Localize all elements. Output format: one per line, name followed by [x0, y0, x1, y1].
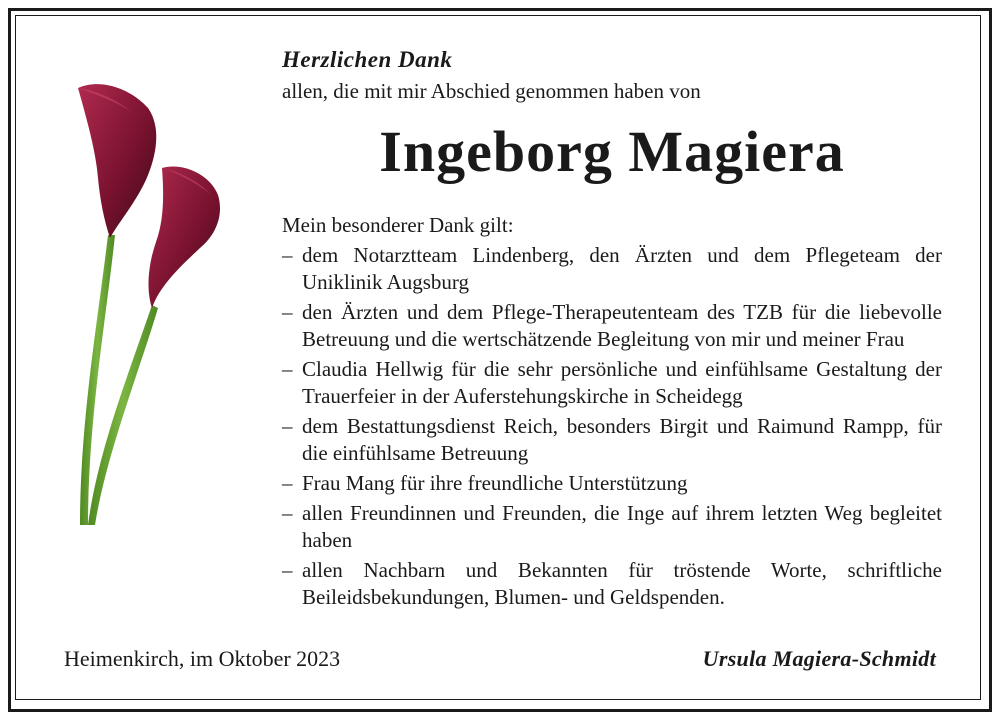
- right-flower: [149, 166, 220, 308]
- dash: –: [282, 471, 293, 495]
- dash: –: [282, 558, 293, 582]
- list-item-text: Frau Mang für ihre freundliche Unterstützung: [302, 471, 688, 495]
- list-item-text: allen Nachbarn und Bekannten für tröstende Worte, schriftliche Beileidsbekundungen, Blumen- und Geldspenden.: [302, 558, 942, 609]
- list-item: [282, 470, 942, 497]
- deceased-name: Ingeborg Magiera: [379, 119, 845, 184]
- intro-text: allen, die mit mir Abschied genommen haben von: [282, 79, 701, 103]
- list-item: [282, 242, 942, 296]
- dash: –: [282, 357, 293, 381]
- list-item: [282, 413, 942, 467]
- heading: Herzlichen Dank: [282, 47, 453, 72]
- list-item: [282, 356, 942, 410]
- list-item-text: dem Notarztteam Lindenberg, den Ärzten und dem Pflegeteam der Uniklinik Augsburg: [302, 243, 942, 294]
- dash: –: [282, 300, 293, 324]
- list-item-text: den Ärzten und dem Pflege-Therapeutenteam des TZB für die liebevolle Betreuung und die wertschätzende Begleitung von mir und meiner Frau: [302, 300, 942, 351]
- signature: Ursula Magiera-Schmidt: [702, 646, 936, 671]
- notice-body: [282, 44, 942, 614]
- list-item: [282, 299, 942, 353]
- dash: –: [282, 414, 293, 438]
- place-date: Heimenkirch, im Oktober 2023: [64, 646, 341, 671]
- thanks-lead: Mein besonderer Dank gilt:: [282, 213, 514, 237]
- thanks-list: [282, 242, 942, 611]
- list-item-text: dem Bestattungsdienst Reich, besonders Birgit und Raimund Rampp, für die einfühlsame Betreuung: [302, 414, 942, 465]
- left-flower: [78, 84, 156, 238]
- dash: –: [282, 243, 293, 267]
- list-item-text: Claudia Hellwig für die sehr persönliche und einfühlsame Gestaltung der Trauerfeier in der Auferstehungskirche in Scheidegg: [302, 357, 942, 408]
- list-item: [282, 500, 942, 554]
- calla-lily-icon: [60, 70, 240, 540]
- dash: –: [282, 501, 293, 525]
- list-item: [282, 557, 942, 611]
- list-item-text: allen Freundinnen und Freunden, die Inge auf ihrem letzten Weg begleitet haben: [302, 501, 942, 552]
